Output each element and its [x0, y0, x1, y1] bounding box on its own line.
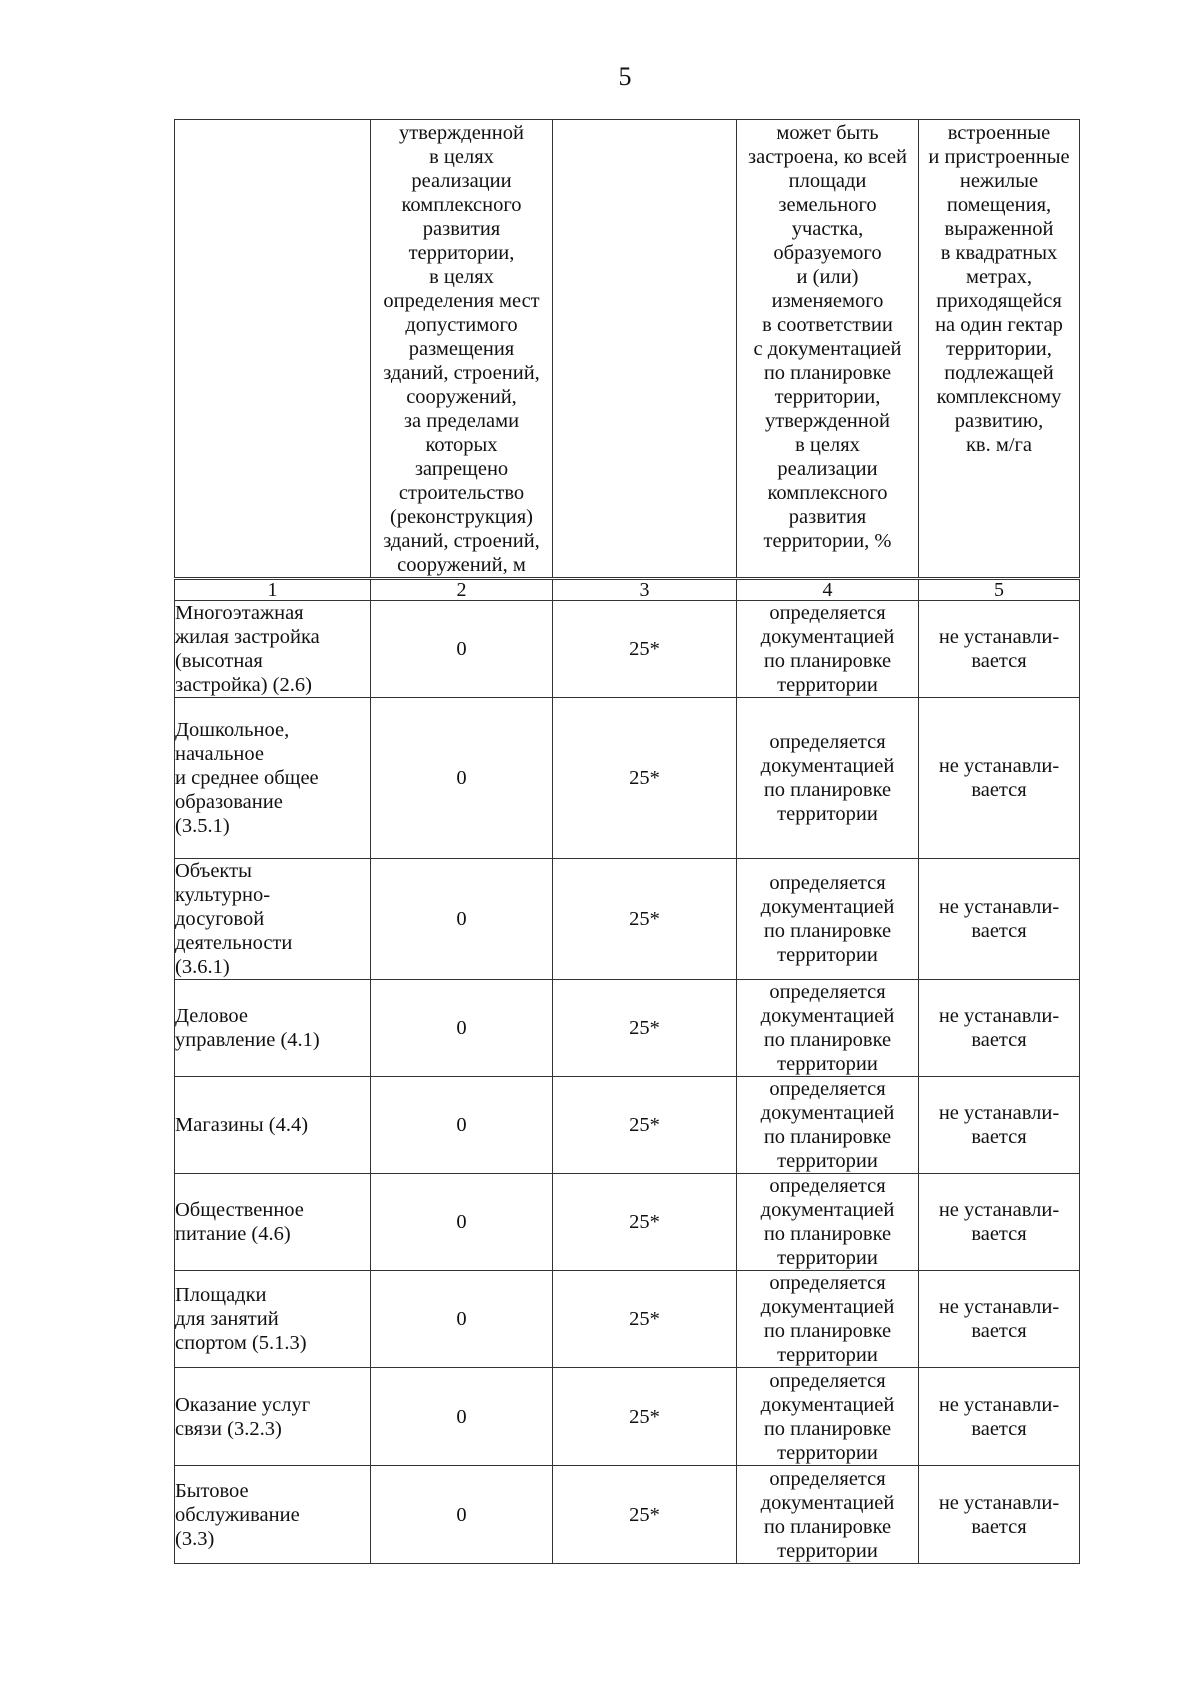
land-use-name: Бытовое обслуживание (3.3): [175, 1466, 371, 1564]
max-coverage-value: определяется документацией по планировке территории: [737, 1174, 919, 1271]
land-use-name: Магазины (4.4): [175, 1077, 371, 1174]
header-cell-5: встроенные и пристроенные нежилые помещения, выраженной в квадратных метрах, приходящейся на один гектар территории, подлежащей комплексному развитию, кв. м/га: [919, 120, 1080, 579]
table-header-row: [175, 120, 1080, 579]
max-coverage-value: определяется документацией по планировке территории: [737, 1368, 919, 1466]
coverage-value: 25*: [553, 1271, 737, 1368]
max-coverage-value: определяется документацией по планировке территории: [737, 1271, 919, 1368]
table-row: [175, 698, 1080, 859]
coverage-value: 25*: [553, 1368, 737, 1466]
land-use-name: Оказание услуг связи (3.2.3): [175, 1368, 371, 1466]
column-number-row: [175, 579, 1080, 601]
area-density-value: не устанавли- вается: [919, 980, 1080, 1077]
column-number: 2: [371, 579, 553, 601]
header-cell-3: [553, 120, 737, 579]
area-density-value: не устанавли- вается: [919, 601, 1080, 698]
column-number: 1: [175, 579, 371, 601]
regulations-table: [174, 119, 1080, 1564]
max-coverage-value: определяется документацией по планировке территории: [737, 980, 919, 1077]
coverage-value: 25*: [553, 1466, 737, 1564]
coverage-value: 25*: [553, 1174, 737, 1271]
coverage-value: 25*: [553, 859, 737, 980]
area-density-value: не устанавли- вается: [919, 859, 1080, 980]
column-number: 5: [919, 579, 1080, 601]
area-density-value: не устанавли- вается: [919, 1174, 1080, 1271]
column-number: 3: [553, 579, 737, 601]
land-use-name: Общественное питание (4.6): [175, 1174, 371, 1271]
max-coverage-value: определяется документацией по планировке территории: [737, 698, 919, 859]
min-setback-value: 0: [371, 601, 553, 698]
table-row: [175, 1174, 1080, 1271]
max-coverage-value: определяется документацией по планировке территории: [737, 1466, 919, 1564]
area-density-value: не устанавли- вается: [919, 1368, 1080, 1466]
max-coverage-value: определяется документацией по планировке территории: [737, 601, 919, 698]
header-cell-4: может быть застроена, ко всей площади земельного участка, образуемого и (или) изменяемого в соответствии с документацией по планировке территории, утвержденной в целях реализации комплексного развития территории, %: [737, 120, 919, 579]
land-use-name: Объекты культурно- досуговой деятельности (3.6.1): [175, 859, 371, 980]
max-coverage-value: определяется документацией по планировке территории: [737, 859, 919, 980]
table-row: [175, 1271, 1080, 1368]
table-row: [175, 1466, 1080, 1564]
land-use-name: Площадки для занятий спортом (5.1.3): [175, 1271, 371, 1368]
coverage-value: 25*: [553, 1077, 737, 1174]
max-coverage-value: определяется документацией по планировке территории: [737, 1077, 919, 1174]
page-number: 5: [618, 62, 632, 91]
coverage-value: 25*: [553, 601, 737, 698]
min-setback-value: 0: [371, 980, 553, 1077]
land-use-name: Многоэтажная жилая застройка (высотная застройка) (2.6): [175, 601, 371, 698]
header-cell-2: утвержденной в целях реализации комплексного развития территории, в целях определения мест допустимого размещения зданий, строений, сооружений, за пределами которых запрещено строительство (реконструкция) зданий, строений, сооружений, м: [371, 120, 553, 579]
area-density-value: не устанавли- вается: [919, 1466, 1080, 1564]
min-setback-value: 0: [371, 698, 553, 859]
coverage-value: 25*: [553, 698, 737, 859]
coverage-value: 25*: [553, 980, 737, 1077]
area-density-value: не устанавли- вается: [919, 698, 1080, 859]
land-use-name: Дошкольное, начальное и среднее общее образование (3.5.1): [175, 698, 371, 859]
min-setback-value: 0: [371, 1368, 553, 1466]
min-setback-value: 0: [371, 1077, 553, 1174]
area-density-value: не устанавли- вается: [919, 1077, 1080, 1174]
table-row: [175, 859, 1080, 980]
table-row: [175, 1077, 1080, 1174]
table-row: [175, 1368, 1080, 1466]
header-cell-1: [175, 120, 371, 579]
min-setback-value: 0: [371, 1174, 553, 1271]
table-row: [175, 601, 1080, 698]
min-setback-value: 0: [371, 1466, 553, 1564]
column-number: 4: [737, 579, 919, 601]
area-density-value: не устанавли- вается: [919, 1271, 1080, 1368]
land-use-name: Деловое управление (4.1): [175, 980, 371, 1077]
min-setback-value: 0: [371, 859, 553, 980]
table-row: [175, 980, 1080, 1077]
min-setback-value: 0: [371, 1271, 553, 1368]
